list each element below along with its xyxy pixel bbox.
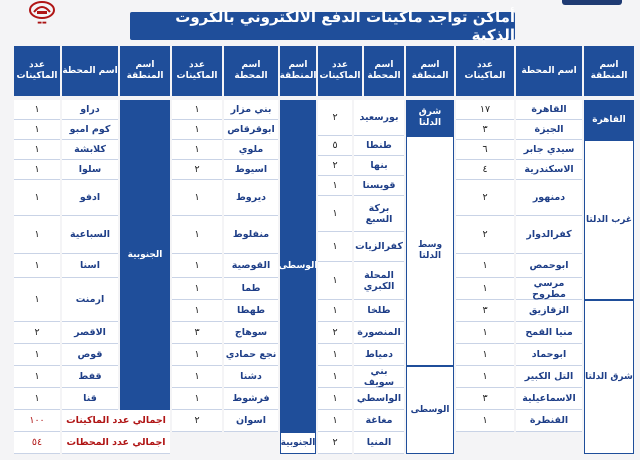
total-machines-label: اجمالي عدد الماكينات: [62, 410, 170, 432]
station-name: ديروط: [224, 180, 278, 216]
station-name: ابوحمص: [516, 254, 582, 278]
station-name: طما: [224, 278, 278, 300]
station-count: ١: [14, 254, 60, 278]
station-name: بني مزار: [224, 100, 278, 120]
station-count: ١: [172, 344, 222, 366]
station-name: السباعية: [62, 216, 118, 254]
station-name: القوصية: [224, 254, 278, 278]
group-4-table: [14, 46, 170, 456]
station-count: ١: [14, 160, 60, 180]
station-name: دشنا: [224, 366, 278, 388]
station-name: ابوحماد: [516, 344, 582, 366]
station-name: مغاغة: [354, 410, 404, 432]
station-count: ١: [172, 366, 222, 388]
group-3-table: [172, 46, 316, 456]
station-name: كوم امبو: [62, 120, 118, 140]
station-name: قفط: [62, 366, 118, 388]
station-count: ١: [318, 176, 352, 196]
station-name: سوهاج: [224, 322, 278, 344]
station-name: بورسعيد: [354, 100, 404, 136]
station-count: ١: [172, 100, 222, 120]
station-name: طنطا: [354, 136, 404, 156]
station-name: ادفو: [62, 180, 118, 216]
station-name: اسيوط: [224, 160, 278, 180]
station-count: ٢: [172, 410, 222, 432]
station-count: ١: [14, 278, 60, 322]
station-name: سيدي جابر: [516, 140, 582, 160]
station-name: ارمنت: [62, 278, 118, 322]
group-1-station-header: اسم المحطة: [516, 46, 582, 96]
group-2-count-header: عدد الماكينات: [318, 46, 362, 96]
station-name: منيا القمح: [516, 322, 582, 344]
group-4-station-header: اسم المحطة: [62, 46, 118, 96]
station-count: ١٧: [456, 100, 514, 120]
station-name: قنا: [62, 388, 118, 410]
station-count: ١: [318, 300, 352, 322]
station-count: ١: [456, 322, 514, 344]
station-name: بركة السبع: [354, 196, 404, 232]
station-name: كفرالزيات: [354, 232, 404, 262]
station-count: ٢: [456, 216, 514, 254]
station-count: ٣: [172, 322, 222, 344]
station-name: بني سويف: [354, 366, 404, 388]
station-name: الاسكندرية: [516, 160, 582, 180]
station-name: نجع حمادي: [224, 344, 278, 366]
station-name: طهطا: [224, 300, 278, 322]
station-name: مرسي مطروح: [516, 278, 582, 300]
total-machines-value: ١٠٠: [14, 410, 60, 432]
station-name: سلوا: [62, 160, 118, 180]
station-count: ٤: [456, 160, 514, 180]
station-name: طلخا: [354, 300, 404, 322]
station-count: ١: [172, 216, 222, 254]
group-4-region-header: اسم المنطقة: [120, 46, 170, 96]
station-name: الاقصر: [62, 322, 118, 344]
station-count: ١: [172, 278, 222, 300]
station-name: الجيزة: [516, 120, 582, 140]
station-count: ٦: [456, 140, 514, 160]
station-name: كفرالدوار: [516, 216, 582, 254]
group-1-count-header: عدد الماكينات: [456, 46, 514, 96]
station-count: ١: [318, 410, 352, 432]
station-count: ٣: [456, 300, 514, 322]
group-4-count-header: عدد الماكينات: [14, 46, 60, 96]
station-count: ١: [172, 120, 222, 140]
region-east-delta: شرق الدلتا: [584, 300, 634, 454]
station-name: الواسطي: [354, 388, 404, 410]
station-name: دمنهور: [516, 180, 582, 216]
station-count: ٣: [456, 388, 514, 410]
page-title: أماكن تواجد ماكينات الدفع الالكتروني بالكروت الذكية: [130, 12, 515, 40]
station-count: ١: [14, 100, 60, 120]
station-count: ١: [318, 388, 352, 410]
station-name: منفلوط: [224, 216, 278, 254]
station-count: ١: [14, 344, 60, 366]
station-count: ١: [14, 388, 60, 410]
station-name: كلابشة: [62, 140, 118, 160]
station-name: الاسماعيلية: [516, 388, 582, 410]
station-name: التل الكبير: [516, 366, 582, 388]
station-count: ١: [14, 140, 60, 160]
station-count: ١: [172, 254, 222, 278]
top-bar-decoration: [562, 0, 622, 5]
station-name: قوص: [62, 344, 118, 366]
station-count: ٢: [318, 100, 352, 136]
station-count: ١: [172, 180, 222, 216]
group-3-count-header: عدد الماكينات: [172, 46, 222, 96]
group-2-station-header: اسم المحطة: [364, 46, 404, 96]
railway-logo-icon: [28, 0, 56, 20]
region-middle-delta: وسط الدلتا: [406, 136, 454, 366]
total-stations-value: ٥٤: [14, 432, 60, 454]
station-name: اسوان: [224, 410, 278, 432]
station-count: ٢: [318, 322, 352, 344]
group-2-region-header: اسم المنطقة: [406, 46, 454, 96]
station-name: دراو: [62, 100, 118, 120]
region-south-2: الجنوبية: [120, 100, 170, 410]
station-name: المنيا: [354, 432, 404, 454]
station-name: المحلة الكبري: [354, 262, 404, 300]
station-count: ١: [14, 120, 60, 140]
station-count: ١: [172, 140, 222, 160]
station-count: ١: [318, 232, 352, 262]
station-count: ٣: [456, 120, 514, 140]
station-count: ٢: [456, 180, 514, 216]
station-name: فرشوط: [224, 388, 278, 410]
group-3-region-header: اسم المنطقة: [280, 46, 316, 96]
group-1-table: [456, 46, 634, 456]
station-count: ١: [172, 300, 222, 322]
region-central-2: الوسطى: [280, 100, 316, 432]
station-count: ١: [318, 344, 352, 366]
station-name: اسنا: [62, 254, 118, 278]
station-count: ١: [318, 262, 352, 300]
station-count: ١: [456, 344, 514, 366]
station-name: القاهرة: [516, 100, 582, 120]
station-count: ١: [456, 410, 514, 432]
station-count: ١: [14, 366, 60, 388]
station-count: ٢: [172, 160, 222, 180]
station-count: ٢: [318, 156, 352, 176]
station-name: المنصورة: [354, 322, 404, 344]
total-stations-label: اجمالي عدد المحطات: [62, 432, 170, 454]
station-count: ٢: [318, 432, 352, 454]
logo-caption-mark: ▬▬: [37, 20, 47, 26]
region-east-delta-2: شرق الدلتا: [406, 100, 454, 136]
region-west-delta: غرب الدلتا: [584, 140, 634, 300]
station-count: ١: [318, 366, 352, 388]
station-name: القنطرة: [516, 410, 582, 432]
group-3-station-header: اسم المحطة: [224, 46, 278, 96]
logo: [20, 0, 64, 30]
station-name: ملوي: [224, 140, 278, 160]
station-count: ١: [456, 254, 514, 278]
region-south: الجنوبية: [280, 432, 316, 454]
station-count: ١: [172, 388, 222, 410]
station-count: ١: [14, 180, 60, 216]
station-name: دمياط: [354, 344, 404, 366]
station-count: ١: [456, 366, 514, 388]
station-count: ١: [318, 196, 352, 232]
region-cairo: القاهرة: [584, 100, 634, 140]
station-count: ١: [456, 278, 514, 300]
station-name: ابوقرقاص: [224, 120, 278, 140]
station-count: ٢: [14, 322, 60, 344]
station-name: بنها: [354, 156, 404, 176]
station-name: الزقازيق: [516, 300, 582, 322]
region-central: الوسطى: [406, 366, 454, 454]
station-count: ٥: [318, 136, 352, 156]
group-2-table: [318, 46, 454, 456]
group-1-region-header: اسم المنطقة: [584, 46, 634, 96]
station-count: ١: [14, 216, 60, 254]
station-name: قويسنا: [354, 176, 404, 196]
